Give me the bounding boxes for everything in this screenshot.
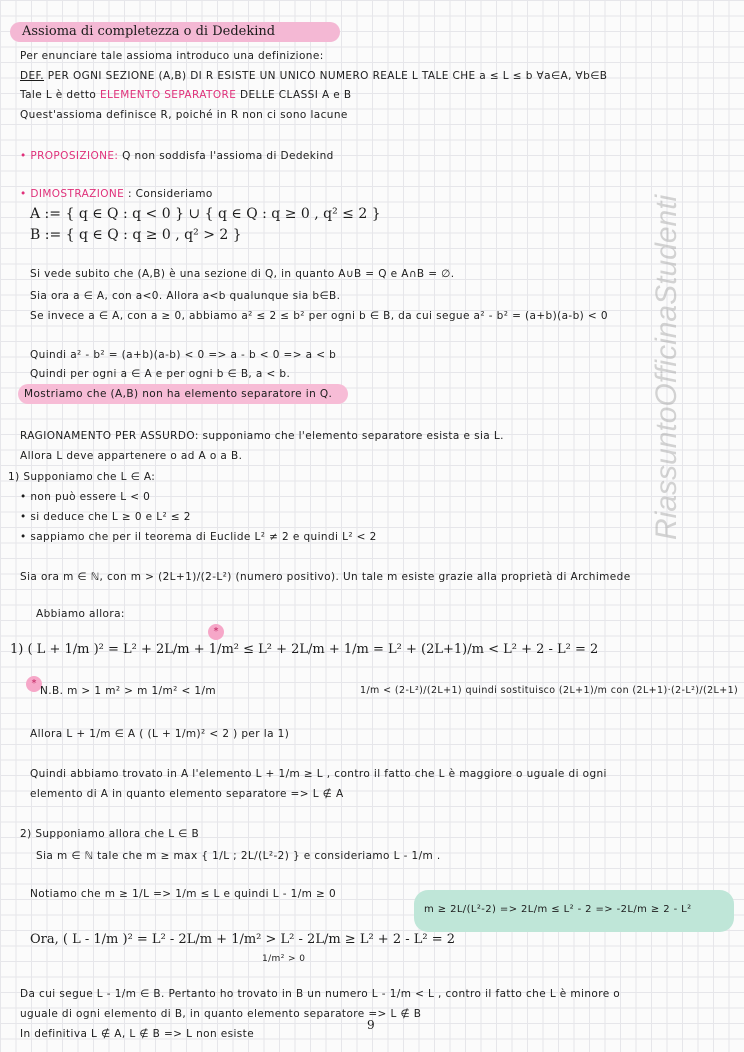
- def-line2-a: Tale L è detto: [20, 89, 97, 101]
- case-2-3: Notiamo che m ≥ 1/L => 1/m ≤ L e quindi L - 1/m ≥ 0: [30, 888, 337, 900]
- reasoning-4: • non può essere L < 0: [20, 491, 151, 503]
- reasoning-5: • si deduce che L ≥ 0 e L² ≤ 2: [20, 511, 191, 523]
- reasoning-11: elemento di A in quanto elemento separatore => L ∉ A: [30, 788, 344, 800]
- reasoning-9: Allora L + 1/m ∈ A ( (L + 1/m)² < 2 ) per la 1): [30, 728, 290, 740]
- set-b: B := { q ∈ Q : q ≥ 0 , q² > 2 }: [30, 227, 242, 243]
- case-2-2: Sia m ∈ ℕ tale che m ≥ max { 1/L ; 2L/(L²-2) } e consideriamo L - 1/m .: [36, 850, 441, 862]
- reasoning-7: Sia ora m ∈ ℕ, con m > (2L+1)/(2-L²) (numero positivo). Un tale m esiste grazie alla proprietà di Archimede: [20, 571, 631, 583]
- case-2-4b: 1/m² > 0: [262, 954, 306, 964]
- demonstration-label: • DIMOSTRAZIONE: [20, 188, 125, 200]
- absurd-text: supponiamo che l'elemento separatore esista e sia L.: [202, 430, 504, 442]
- proposition-text: Q non soddisfa l'assioma di Dedekind: [122, 150, 334, 162]
- equation-1: 1) ( L + 1/m )² = L² + 2L/m + 1/m² ≤ L² + 2L/m + 1/m = L² + (2L+1)/m < L² + 2 - L² = 2: [10, 642, 599, 657]
- sentence-1: Si vede subito che (A,B) è una sezione di Q, in quanto A∪B = Q e A∩B = ∅.: [30, 268, 455, 280]
- case-2-5: Da cui segue L - 1/m ∈ B. Pertanto ho trovato in B un numero L - 1/m < L , contro il fatto che L è minore o: [20, 988, 621, 1000]
- star-marker-nb: *: [26, 676, 42, 692]
- proposition-label: • PROPOSIZIONE:: [20, 150, 119, 162]
- demonstration-text: : Consideriamo: [127, 188, 213, 200]
- sentence-3: Se invece a ∈ A, con a ≥ 0, abbiamo a² ≤ 2 ≤ b² per ogni b ∈ B, da cui segue a² - b² = (a+b)(a-b) < 0: [30, 310, 608, 322]
- def-line2-c: DELLE CLASSI A e B: [239, 89, 352, 101]
- reasoning-8: Abbiamo allora:: [36, 608, 125, 620]
- intro-line: Per enunciare tale assioma introduco una definizione:: [20, 50, 324, 62]
- sentence-5: Quindi per ogni a ∈ A e per ogni b ∈ B, a < b.: [30, 368, 291, 380]
- sentence-2: Sia ora a ∈ A, con a<0. Allora a<b qualunque sia b∈B.: [30, 290, 341, 302]
- reasoning-2: Allora L deve appartenere o ad A o a B.: [20, 450, 243, 462]
- reasoning-10: Quindi abbiamo trovato in A l'elemento L + 1/m ≥ L , contro il fatto che L è maggiore o uguale di ogni: [30, 768, 607, 780]
- case-2-1: 2) Supponiamo allora che L ∈ B: [20, 828, 200, 840]
- set-a: A := { q ∈ Q : q < 0 } ∪ { q ∈ Q : q ≥ 0 , q² ≤ 2 }: [30, 206, 381, 222]
- absurd-label: RAGIONAMENTO PER ASSURDO:: [20, 430, 199, 442]
- def-label: DEF.: [20, 70, 45, 82]
- elemento-separatore-term: ELEMENTO SEPARATORE: [99, 89, 237, 101]
- reasoning-3: 1) Supponiamo che L ∈ A:: [8, 471, 156, 483]
- green-note-text: m ≥ 2L/(L²-2) => 2L/m ≤ L² - 2 => -2L/m ≥ 2 - L²: [424, 904, 692, 915]
- axiom-note: Quest'assioma definisce R, poiché in R non ci sono lacune: [20, 109, 348, 121]
- def-text: PER OGNI SEZIONE (A,B) DI R ESISTE UN UNICO NUMERO REALE L TALE CHE a ≤ L ≤ b ∀a∈A, ∀b∈B: [47, 70, 608, 82]
- case-2-6: uguale di ogni elemento di B, in quanto elemento separatore => L ∉ B: [20, 1008, 422, 1020]
- page-title: Assioma di completezza o di Dedekind: [10, 22, 340, 42]
- reasoning-6: • sappiamo che per il teorema di Euclide L² ≠ 2 e quindi L² < 2: [20, 531, 377, 543]
- case-2-4: Ora, ( L - 1/m )² = L² - 2L/m + 1/m² > L² - 2L/m ≥ L² + 2 - L² = 2: [30, 932, 456, 947]
- page-number: 9: [367, 1018, 375, 1032]
- case-2-7: In definitiva L ∉ A, L ∉ B => L non esiste: [20, 1028, 255, 1040]
- sentence-6: Mostriamo che (A,B) non ha elemento separatore in Q.: [24, 388, 333, 400]
- nb-note: N.B. m > 1 m² > m 1/m² < 1/m: [40, 685, 217, 697]
- sentence-4: Quindi a² - b² = (a+b)(a-b) < 0 => a - b < 0 => a < b: [30, 349, 337, 361]
- nb-note-2: 1/m < (2-L²)/(2L+1) quindi sostituisco (2L+1)/m con (2L+1)·(2-L²)/(2L+1): [360, 685, 739, 696]
- star-marker: *: [208, 624, 224, 640]
